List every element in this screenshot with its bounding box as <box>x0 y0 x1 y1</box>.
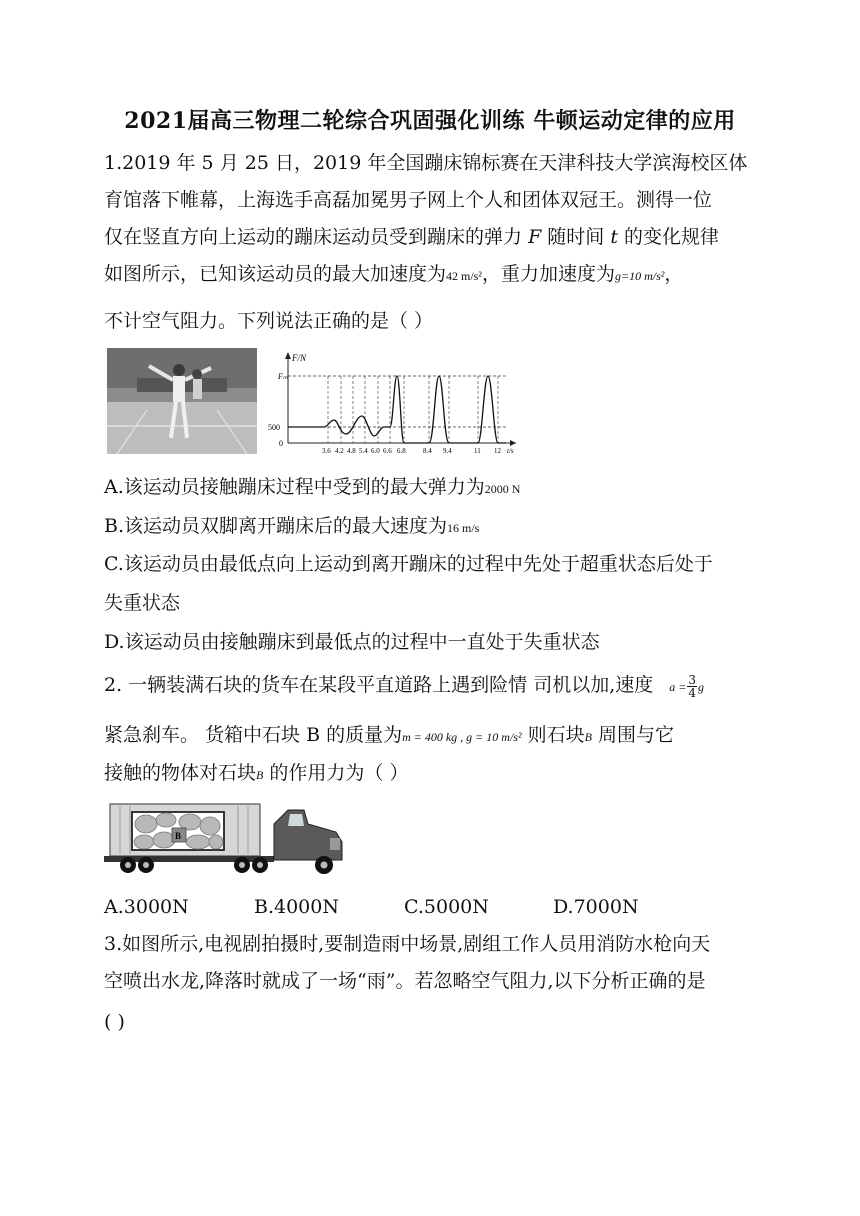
graph-fm-label: Fₘ <box>278 372 288 381</box>
x-axis-arrow <box>510 440 516 446</box>
q2-frac-den: 4 <box>688 685 697 700</box>
q2-line-3b: 的作用力为（ ） <box>269 762 409 784</box>
q2-var-b-2: B <box>256 768 264 782</box>
q2-fraction <box>687 674 697 699</box>
q1-option-b <box>104 514 479 540</box>
q1-var-f: F <box>528 226 542 248</box>
graph-500-label: 500 <box>268 423 280 432</box>
graph-y-label: F/N <box>292 353 307 363</box>
q2-line-2 <box>104 723 674 749</box>
graph-xtick: 9.4 <box>443 447 452 455</box>
truck-cab <box>274 810 342 860</box>
y-axis-arrow <box>285 352 291 359</box>
q1-line-4c: ， <box>664 263 684 285</box>
q2-frac-lhs: a = <box>669 680 687 694</box>
graph-xtick: 6.8 <box>397 447 406 455</box>
q1-line-4a: 如图所示，已知该运动员的最大加速度为 <box>104 263 447 285</box>
q1-line-3c: 随时间 <box>547 226 605 248</box>
q3-line-3: ( ) <box>104 1011 125 1033</box>
q2-frac-num: 3 <box>688 672 697 687</box>
q1-accel: 42 m/s² <box>446 269 482 283</box>
graph-xtick: 8.4 <box>423 447 432 455</box>
q1-line-3 <box>104 225 719 249</box>
q2-option-b: B.4000N <box>254 896 339 918</box>
q2-option-c: C.5000N <box>404 896 489 918</box>
q2-var-b: B <box>584 730 592 744</box>
q1-option-a-text: A.该运动员接触蹦床过程中受到的最大弹力为 <box>104 476 485 498</box>
q1-option-c-line-2: 失重状态 <box>104 592 181 614</box>
page-title: 2021届高三物理二轮综合巩固强化训练 牛顿运动定律的应用 <box>124 108 736 134</box>
truck-illustration <box>104 802 348 878</box>
q2-line-2a: 紧急刹车。 货箱中石块 B 的质量为 <box>104 724 403 746</box>
q1-line-5: 不计空气阻力。下列说法正确的是（ ） <box>104 310 434 332</box>
q1-gravity: g=10 m/s² <box>614 269 665 283</box>
graph-x-label: t/s <box>507 447 514 455</box>
graph-xtick: 6.6 <box>383 447 392 455</box>
q2-option-d: D.7000N <box>553 896 639 918</box>
q2-line-1a: 2. 一辆装满石块的货车在某段平直道路上遇到险情 司机以加,速度 <box>104 674 654 696</box>
q1-var-t: t <box>610 226 618 248</box>
q1-option-c-line-1: C.该运动员由最低点向上运动到离开蹦床的过程中先处于超重状态后处于 <box>104 553 713 575</box>
q3-line-1: 3.如图所示,电视剧拍摄时,要制造雨中场景,剧组工作人员用消防水枪向天 <box>104 933 711 955</box>
cab-window <box>288 814 304 826</box>
graph-xtick: 5.4 <box>359 447 368 455</box>
graph-xtick: 4.2 <box>335 447 344 455</box>
q1-line-4b: ，重力加速度为 <box>481 263 615 285</box>
rock-b-label: B <box>175 831 182 841</box>
q2-line-2c: 周围与它 <box>598 724 675 746</box>
q3-line-2: 空喷出水龙,降落时就成了一场“雨”。若忽略空气阻力,以下分析正确的是 <box>104 970 706 992</box>
hubcaps <box>125 862 328 869</box>
q1-option-b-value: 16 m/s <box>447 521 480 535</box>
graph-xtick: 4.8 <box>347 447 356 455</box>
q1-line-3a: 仅在竖直方向上运动的蹦床运动员受到蹦床的弹力 <box>104 226 523 248</box>
graph-vertical-dashlines <box>328 376 498 443</box>
q1-option-a-value: 2000 N <box>484 482 521 496</box>
q2-frac-g: g <box>698 680 705 694</box>
q1-option-a <box>104 475 520 501</box>
q1-line-3e: 的变化规律 <box>624 226 720 248</box>
q1-line-4 <box>104 262 683 288</box>
graph-xtick: 11 <box>474 447 481 455</box>
graph-force-curve <box>288 376 506 443</box>
graph-x-ticks <box>322 447 514 455</box>
q1-option-d: D.该运动员由接触蹦床到最低点的过程中一直处于失重状态 <box>104 631 600 653</box>
q2-mass: m = 400 kg , g = 10 m/s² <box>402 730 522 744</box>
q1-option-b-text: B.该运动员双脚离开蹦床后的最大速度为 <box>104 515 448 537</box>
graph-0-label: 0 <box>279 439 283 448</box>
q2-line-1 <box>104 673 704 699</box>
q1-line-2: 育馆落下帷幕，上海选手高磊加冕男子网上个人和团体双冠王。测得一位 <box>104 189 713 211</box>
q2-line-3a: 接触的物体对石块 <box>104 762 257 784</box>
q1-line-1: 1.2019 年 5 月 25 日，2019 年全国蹦床锦标赛在天津科技大学滨海校区体 <box>104 152 748 174</box>
graph-xtick: 3.6 <box>322 447 331 455</box>
force-time-graph <box>266 348 526 456</box>
graph-xtick: 6.0 <box>371 447 380 455</box>
graph-xtick: 12 <box>494 447 501 455</box>
q2-option-a: A.3000N <box>104 896 189 918</box>
q2-line-3 <box>104 761 408 787</box>
truck-grille <box>330 838 340 850</box>
q2-line-2b: 则石块 <box>527 724 585 746</box>
trampoline-photo <box>107 348 257 454</box>
